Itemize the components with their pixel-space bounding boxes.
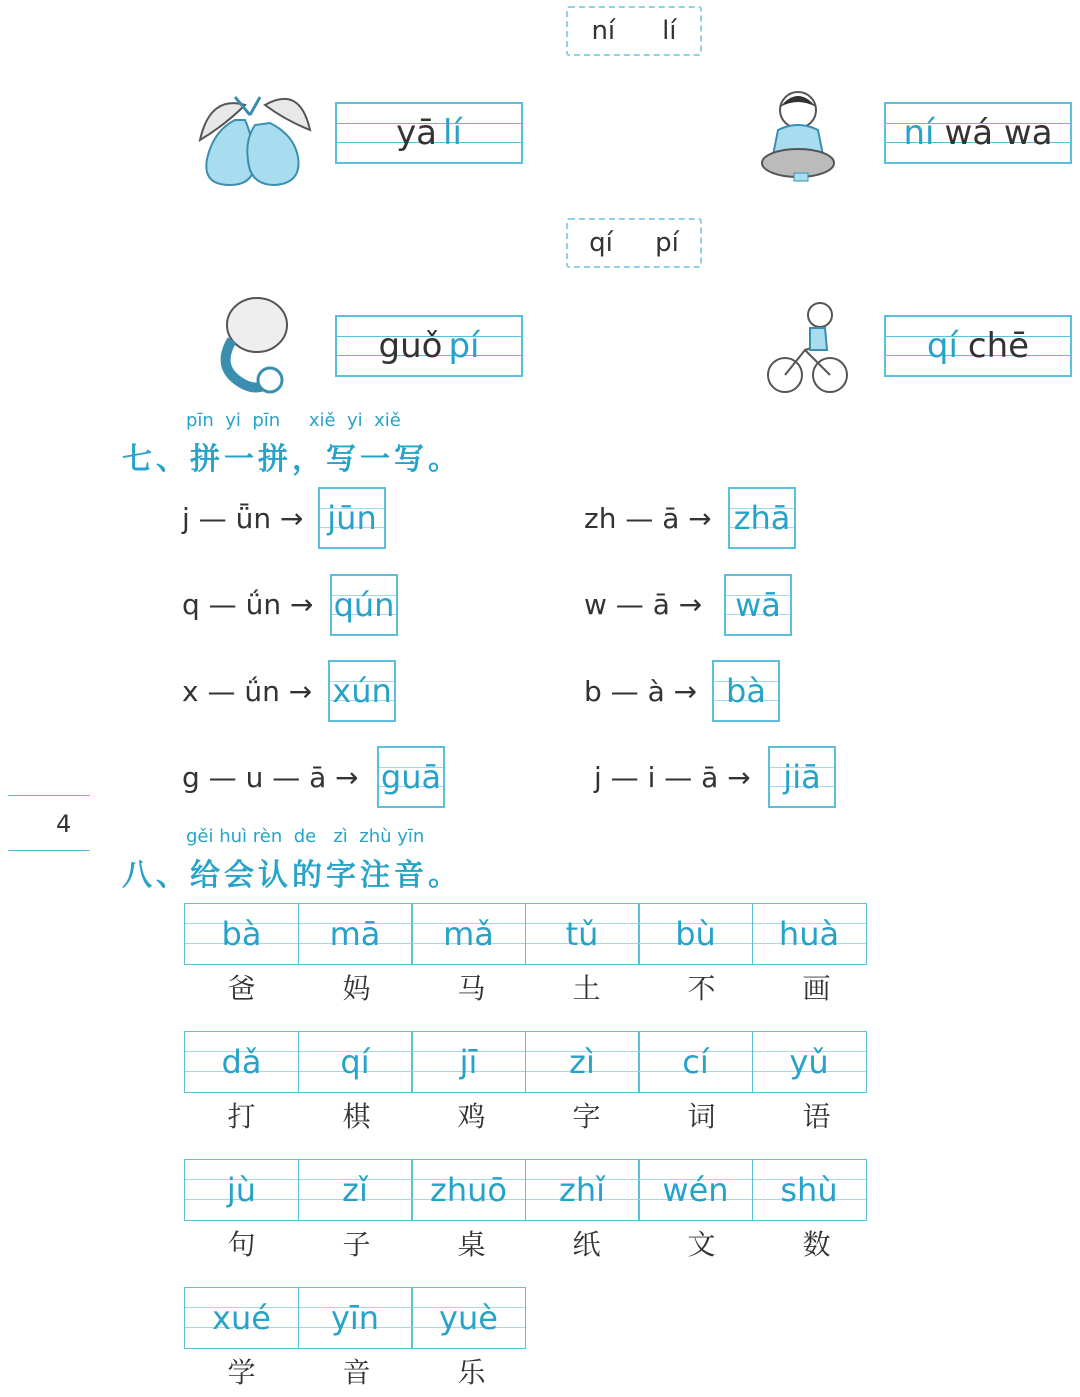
option-box-ni-li [566, 6, 702, 56]
spell-expression: zh — ā → [584, 502, 712, 535]
pinyin-cell: cí [638, 1031, 753, 1093]
pinyin-box-niwawa [884, 102, 1072, 164]
pinyin-cell: bà [184, 903, 299, 965]
pinyin-cell: mǎ [411, 903, 526, 965]
pinyin-answer: lí [443, 113, 462, 153]
pinyin-cell: yǔ [752, 1031, 867, 1093]
pear-illustration [190, 85, 315, 190]
pinyin-cell: yuè [411, 1287, 526, 1349]
pinyin-cell: zhuō [411, 1159, 526, 1221]
pinyin-box-qiche [884, 315, 1072, 377]
pinyin-cell: zì [525, 1031, 640, 1093]
spell-expression: g — u — ā → [182, 761, 359, 794]
pinyin-cell: jī [411, 1031, 526, 1093]
pinyin-cell: huà [752, 903, 867, 965]
pinyin-fixed: wá wa [944, 113, 1053, 153]
spell-answer-box: guā [377, 746, 445, 808]
hanzi-char: 桌 [457, 1228, 486, 1261]
pinyin-cell: mā [298, 903, 413, 965]
pinyin-cell: shù [752, 1159, 867, 1221]
section8-pinyin: gěi huì rèn de zì zhù yīn [186, 826, 425, 847]
pinyin-cell: yīn [298, 1287, 413, 1349]
spell-answer-box: bà [712, 660, 780, 722]
hanzi-char: 马 [457, 972, 486, 1005]
pinyin-fixed: chē [967, 326, 1030, 366]
spell-expression: j — i — ā → [594, 761, 751, 794]
bicycle-illustration [765, 300, 850, 398]
spell-expression: w — ā → [584, 588, 703, 621]
option-text: ní [591, 16, 616, 46]
option-text: qí [589, 228, 613, 258]
pinyin-box-yali [335, 102, 523, 164]
pinyin-answer: ní [903, 113, 935, 153]
hanzi-char: 鸡 [457, 1100, 486, 1133]
hanzi-char: 句 [227, 1228, 256, 1261]
spell-expression: b — à → [584, 675, 698, 708]
pinyin-answer: pí [448, 326, 480, 366]
hanzi-char: 数 [802, 1228, 831, 1261]
spell-answer-box: zhā [728, 487, 796, 549]
hanzi-char: 词 [687, 1100, 716, 1133]
section7-pinyin: pīn yi pīn xiě yi xiě [186, 410, 401, 431]
hanzi-char: 学 [227, 1356, 256, 1389]
hanzi-char: 音 [342, 1356, 371, 1389]
pinyin-grid-row-2 [184, 1031, 874, 1141]
hanzi-char: 画 [802, 972, 831, 1005]
pinyin-cell: tǔ [525, 903, 640, 965]
spell-answer-box: jūn [318, 487, 386, 549]
pinyin-fixed: yā [396, 113, 438, 153]
pinyin-grid-row-3 [184, 1159, 874, 1269]
hanzi-char: 纸 [572, 1228, 601, 1261]
option-text: pí [655, 228, 679, 258]
pinyin-cell: qí [298, 1031, 413, 1093]
hanzi-char: 字 [572, 1100, 601, 1133]
spell-answer-box: qún [330, 574, 398, 636]
pinyin-cell: jù [184, 1159, 299, 1221]
hanzi-char: 土 [572, 972, 601, 1005]
fruit-peel-illustration [212, 295, 292, 400]
spell-answer-box: jiā [768, 746, 836, 808]
page-number-rule-bottom [8, 850, 90, 851]
hanzi-char: 不 [687, 972, 716, 1005]
spell-answer-box: wā [724, 574, 792, 636]
pinyin-answer: qí [926, 326, 958, 366]
spell-answer-box: xún [328, 660, 396, 722]
hanzi-char: 妈 [342, 972, 371, 1005]
spell-expression: x — ǘn → [182, 675, 313, 708]
hanzi-char: 语 [802, 1100, 831, 1133]
spell-expression: j — ǖn → [182, 502, 304, 535]
option-text: lí [662, 16, 677, 46]
pinyin-fixed: guǒ [378, 326, 443, 366]
hanzi-char: 爸 [227, 972, 256, 1005]
pinyin-grid-row-4 [184, 1287, 529, 1397]
pinyin-cell: wén [638, 1159, 753, 1221]
page-number: 4 [56, 810, 72, 838]
hanzi-char: 文 [687, 1228, 716, 1261]
pinyin-cell: xué [184, 1287, 299, 1349]
section7-title: 七、拼一拼，写一写。 [122, 442, 462, 477]
pinyin-cell: zǐ [298, 1159, 413, 1221]
pinyin-box-guopi [335, 315, 523, 377]
page-number-rule-top [8, 795, 90, 796]
hanzi-char: 打 [227, 1100, 256, 1133]
pinyin-grid-row-1 [184, 903, 874, 1013]
hanzi-char: 棋 [342, 1100, 371, 1133]
hanzi-char: 子 [342, 1228, 371, 1261]
pinyin-cell: zhǐ [525, 1159, 640, 1221]
hanzi-char: 乐 [457, 1356, 486, 1389]
pinyin-cell: dǎ [184, 1031, 299, 1093]
section8-title: 八、给会认的字注音。 [122, 858, 462, 893]
option-box-qi-pi [566, 218, 702, 268]
girl-illustration [758, 85, 840, 185]
spell-expression: q — ǘn → [182, 588, 314, 621]
pinyin-cell: bù [638, 903, 753, 965]
